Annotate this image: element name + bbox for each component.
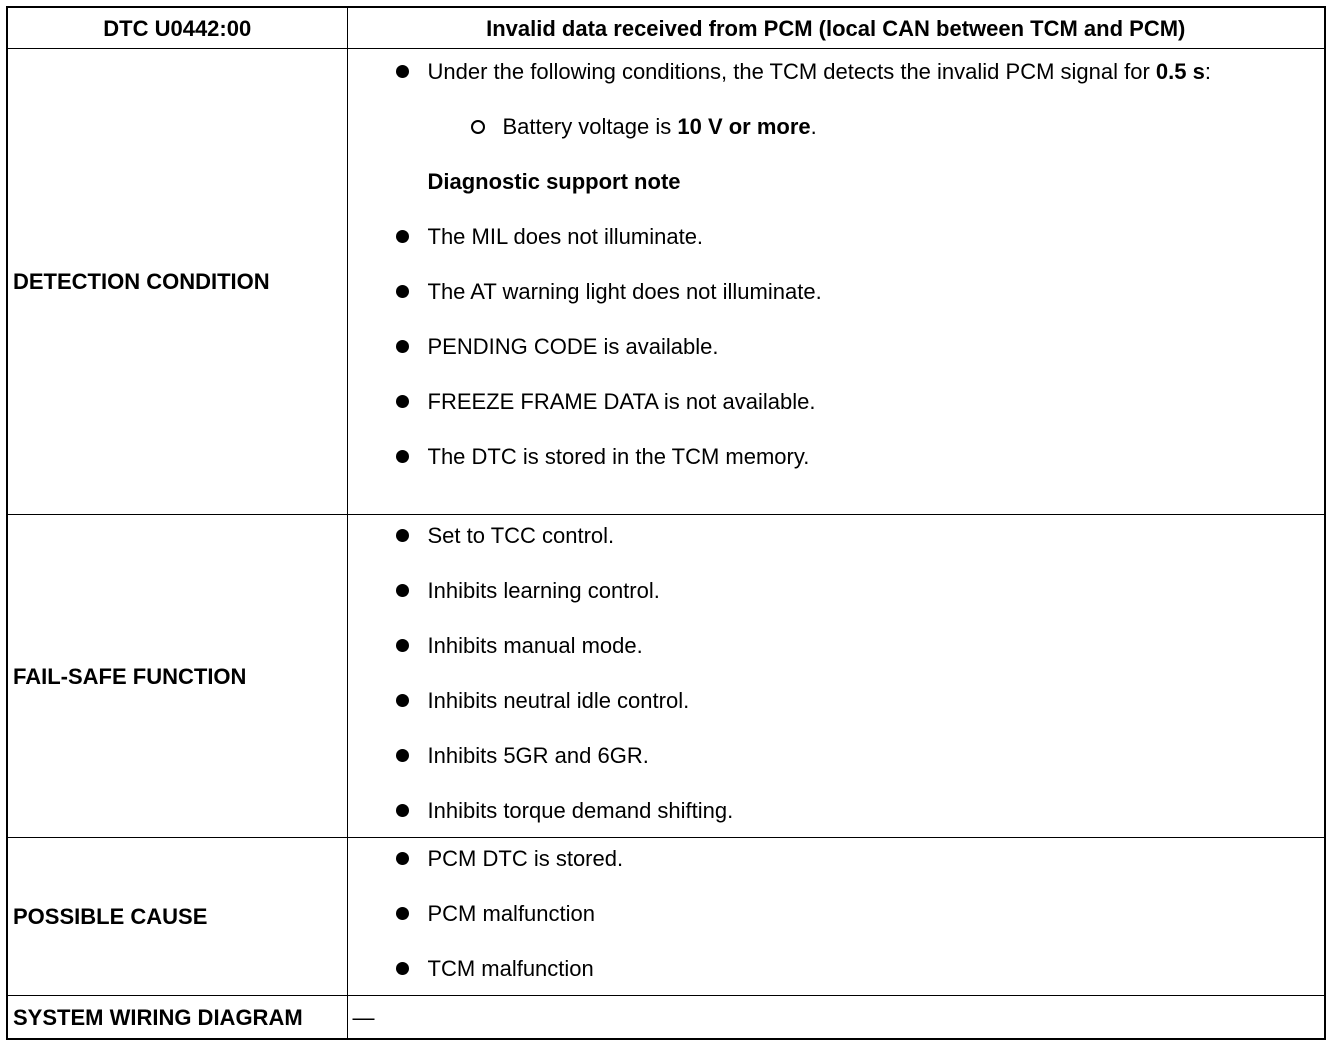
fail-safe-label: FAIL-SAFE FUNCTION	[7, 515, 347, 838]
list-item-text: PCM DTC is stored.	[427, 846, 624, 871]
detection-condition-label: DETECTION CONDITION	[7, 49, 347, 515]
list-item-text: The DTC is stored in the TCM memory.	[427, 444, 810, 469]
fail-safe-content	[347, 515, 1325, 838]
bullet-icon	[396, 907, 409, 920]
detection-condition-list	[348, 57, 1305, 86]
bullet-icon	[396, 804, 409, 817]
possible-cause-label: POSSIBLE CAUSE	[7, 838, 347, 996]
list-item	[348, 387, 1305, 416]
dtc-table	[6, 6, 1326, 1040]
list-item	[348, 521, 1305, 550]
list-item	[348, 442, 1305, 471]
list-item	[348, 332, 1305, 361]
list-item-text: Set to TCC control.	[427, 523, 615, 548]
bullet-icon	[396, 65, 409, 78]
list-item	[348, 631, 1305, 660]
diagnostic-note-list	[348, 222, 1305, 471]
list-item	[348, 796, 1305, 825]
detection-condition-content	[347, 49, 1325, 515]
header-row	[7, 7, 1325, 49]
list-item	[348, 57, 1305, 86]
list-item-text: Inhibits torque demand shifting.	[427, 798, 734, 823]
system-wiring-diagram-row	[7, 996, 1325, 1040]
list-item-text: FREEZE FRAME DATA is not available.	[427, 389, 816, 414]
list-item	[348, 576, 1305, 605]
list-item-text: TCM malfunction	[427, 956, 594, 981]
bullet-icon	[396, 852, 409, 865]
list-item-text: PENDING CODE is available.	[427, 334, 719, 359]
list-item-text: Inhibits manual mode.	[427, 633, 643, 658]
list-item-text: Inhibits 5GR and 6GR.	[427, 743, 649, 768]
list-item-text: Inhibits neutral idle control.	[427, 688, 690, 713]
list-item	[348, 844, 1305, 873]
possible-cause-row	[7, 838, 1325, 996]
bullet-icon	[396, 694, 409, 707]
detection-time: 0.5 s	[1155, 59, 1205, 84]
dtc-description: Invalid data received from PCM (local CAN between TCM and PCM)	[347, 7, 1325, 49]
bullet-icon	[396, 529, 409, 542]
list-item	[348, 954, 1305, 983]
detection-main-text: Under the following conditions, the TCM detects the invalid PCM signal for	[427, 59, 1156, 84]
list-item-text: The AT warning light does not illuminate.	[427, 279, 822, 304]
detection-condition-row	[7, 49, 1325, 515]
system-wiring-diagram-value: —	[347, 996, 1325, 1040]
bullet-icon	[396, 230, 409, 243]
possible-cause-content	[347, 838, 1325, 996]
bullet-icon	[396, 749, 409, 762]
list-item	[348, 686, 1305, 715]
bullet-icon	[396, 962, 409, 975]
system-wiring-diagram-label: SYSTEM WIRING DIAGRAM	[7, 996, 347, 1040]
list-item-text: PCM malfunction	[427, 901, 596, 926]
dtc-code: DTC U0442:00	[7, 7, 347, 49]
list-item	[348, 741, 1305, 770]
list-item-text: The MIL does not illuminate.	[427, 224, 704, 249]
sub-item-value: 10 V or more	[677, 114, 811, 139]
bullet-icon	[396, 639, 409, 652]
hollow-bullet-icon	[471, 120, 485, 134]
bullet-icon	[396, 340, 409, 353]
bullet-icon	[396, 584, 409, 597]
list-item-text: Inhibits learning control.	[427, 578, 660, 603]
fail-safe-list	[348, 521, 1305, 825]
bullet-icon	[396, 450, 409, 463]
list-item	[348, 899, 1305, 928]
sub-list-item	[348, 112, 1305, 141]
possible-cause-list	[348, 844, 1305, 983]
list-item	[348, 222, 1305, 251]
sub-item-suffix: .	[810, 114, 817, 139]
sub-item-text: Battery voltage is	[502, 114, 678, 139]
bullet-icon	[396, 285, 409, 298]
bullet-icon	[396, 395, 409, 408]
list-item	[348, 277, 1305, 306]
diagnostic-support-note-title: Diagnostic support note	[427, 169, 681, 194]
fail-safe-row	[7, 515, 1325, 838]
detection-main-suffix: :	[1204, 59, 1211, 84]
